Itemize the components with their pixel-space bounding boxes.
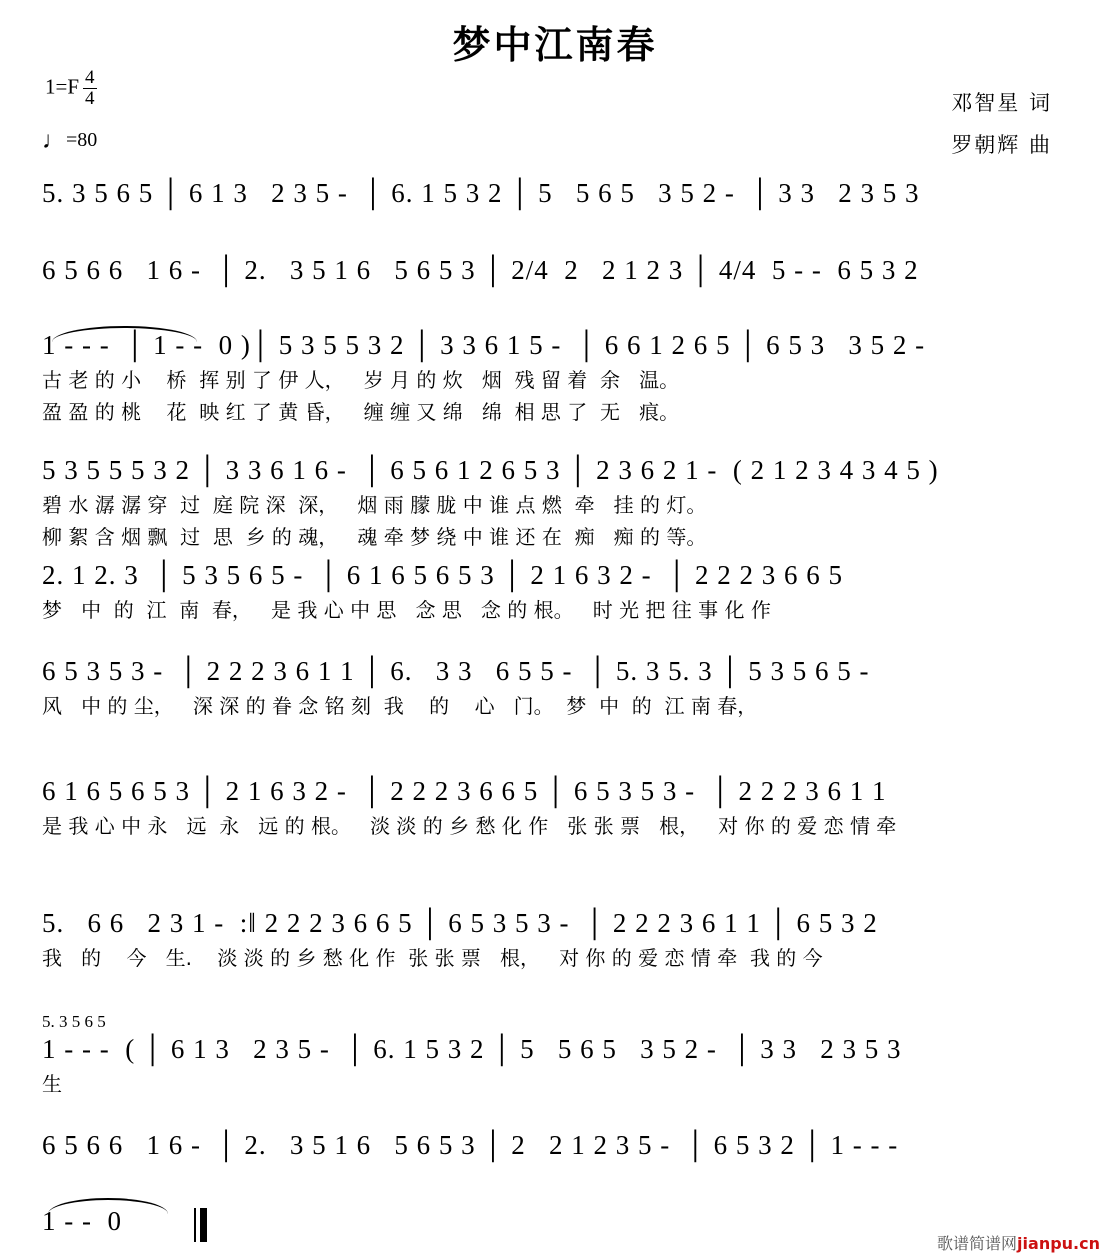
- time-signature: [83, 68, 97, 109]
- music-system-2: [42, 255, 1072, 286]
- notation-line: 6 5 3 5 3 - │ 2 2 2 3 6 1 1 │ 6. 3 3 6 5 5 - │ 5. 3 5. 3 │ 5 3 5 6 5 -: [42, 656, 870, 686]
- time-signature-denominator: 4: [85, 87, 95, 109]
- music-system-6: [42, 656, 1072, 719]
- notation-line: 2. 1 2. 3 │ 5 3 5 6 5 - │ 6 1 6 5 6 5 3 │ 2 1 6 3 2 - │ 2 2 2 3 6 6 5: [42, 560, 843, 590]
- music-system-10: [42, 1130, 1072, 1161]
- key-signature: [45, 68, 97, 109]
- notation-line: 5. 3 5 6 5 │ 6 1 3 2 3 5 - │ 6. 1 5 3 2 │ 5 5 6 5 3 5 2 - │ 3 3 2 3 5 3: [42, 178, 920, 208]
- music-system-1: [42, 178, 1072, 209]
- lyrics-line: 我 的 今 生. 淡 淡 的 乡 愁 化 作 张 张 票 根， 对 你 的 爱 恋 情 牵 我 的 今: [42, 946, 823, 971]
- music-system-3: [42, 330, 1072, 425]
- lyrics-line-1: 碧 水 潺 潺 穿 过 庭 院 深 深， 烟 雨 朦 胧 中 谁 点 燃 牵 挂 的 灯。: [42, 493, 707, 518]
- lyricist-credit: 邓智星 词: [951, 91, 1052, 115]
- lyrics-line-1: 古 老 的 小 桥 挥 别 了 伊 人， 岁 月 的 炊 烟 残 留 着 余 温。: [42, 368, 680, 393]
- notation-line: 1 - - - │ 1 - - 0 )│ 5 3 5 5 3 2 │ 3 3 6 1 5 - │ 6 6 1 2 6 5 │ 6 5 3 3 5 2 -: [42, 330, 926, 360]
- notation-line: 6 5 6 6 1 6 - │ 2. 3 5 1 6 5 6 5 3 │ 2/4 2 2 1 2 3 │ 4/4 5 - - 6 5 3 2: [42, 255, 919, 285]
- notation-line: 6 1 6 5 6 5 3 │ 2 1 6 3 2 - │ 2 2 2 3 6 6 5 │ 6 5 3 5 3 - │ 2 2 2 3 6 1 1: [42, 776, 887, 806]
- final-barline: [194, 1208, 210, 1242]
- lyrics-line: 是 我 心 中 永 远 永 远 的 根。 淡 淡 的 乡 愁 化 作 张 张 票 根， 对 你 的 爱 恋 情 牵: [42, 814, 897, 839]
- music-system-9: [42, 1012, 1072, 1097]
- watermark: [937, 1231, 1100, 1254]
- time-signature-numerator: 4: [85, 67, 95, 88]
- composer-credit: 罗朝辉 曲: [951, 133, 1052, 157]
- credits: [951, 82, 1052, 166]
- music-system-4: [42, 455, 1072, 550]
- notation-line: 6 5 6 6 1 6 - │ 2. 3 5 1 6 5 6 5 3 │ 2 2 1 2 3 5 - │ 6 5 3 2 │ 1 - - -: [42, 1130, 899, 1160]
- tempo-value: =80: [66, 129, 98, 151]
- music-system-7: [42, 776, 1072, 839]
- music-system-5: [42, 560, 1072, 623]
- music-system-11: [42, 1206, 1072, 1237]
- tempo-marking: [42, 126, 97, 153]
- lyrics-line: 生: [42, 1072, 62, 1097]
- lyrics-line: 梦 中 的 江 南 春， 是 我 心 中 思 念 思 念 的 根。 时 光 把 往 事 化 作: [42, 598, 771, 623]
- page-title: 梦中江南春: [452, 23, 658, 67]
- notation-line: 1 - - - ( │ 6 1 3 2 3 5 - │ 6. 1 5 3 2 │ 5 5 6 5 3 5 2 - │ 3 3 2 3 5 3: [42, 1034, 902, 1064]
- key-signature-text: 1=F: [45, 74, 80, 99]
- tie-arc: [52, 326, 197, 342]
- cue-notation: 5. 3 5 6 5: [42, 1012, 106, 1031]
- notation-line: 5. 6 6 2 3 1 - :‖ 2 2 2 3 6 6 5 │ 6 5 3 5 3 - │ 2 2 2 3 6 1 1 │ 6 5 3 2: [42, 908, 878, 938]
- tie-arc: [48, 1198, 168, 1214]
- watermark-prefix: 歌谱简谱网: [937, 1234, 1018, 1253]
- notation-line: 5 3 5 5 5 3 2 │ 3 3 6 1 6 - │ 6 5 6 1 2 6 5 3 │ 2 3 6 2 1 - ( 2 1 2 3 4 3 4 5 ): [42, 455, 939, 485]
- notation-line: 1 - - 0: [42, 1206, 122, 1236]
- lyrics-line-2: 柳 絮 含 烟 飘 过 思 乡 的 魂， 魂 牵 梦 绕 中 谁 还 在 痴 痴 的 等。: [42, 525, 707, 550]
- quarter-note-icon: ♩: [42, 128, 66, 154]
- watermark-site: jianpu.cn: [1017, 1234, 1100, 1253]
- music-system-8: [42, 908, 1072, 971]
- lyrics-line-2: 盈 盈 的 桃 花 映 红 了 黄 昏， 缠 缠 又 绵 绵 相 思 了 无 痕。: [42, 400, 680, 425]
- lyrics-line: 风 中 的 尘， 深 深 的 眷 念 铭 刻 我 的 心 门。 梦 中 的 江 南 春，: [42, 694, 758, 719]
